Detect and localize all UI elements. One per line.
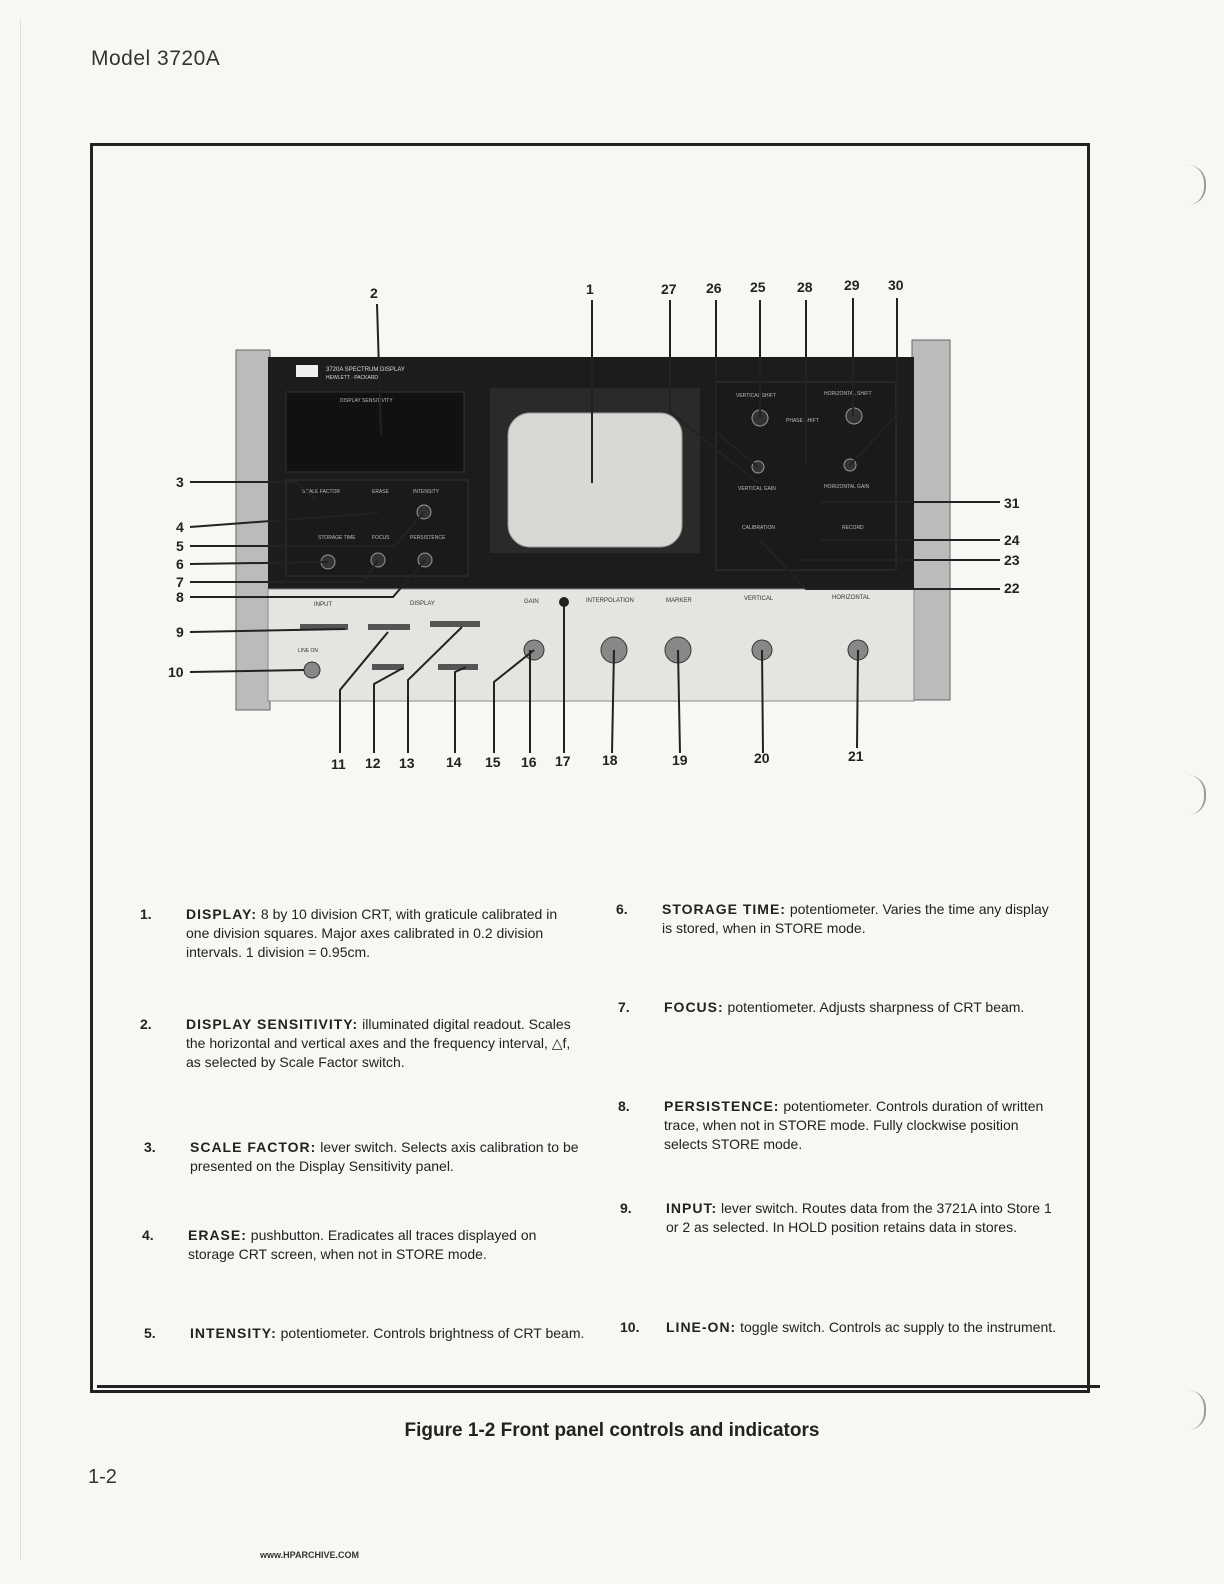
line-on-label: LINE ON <box>298 648 319 654</box>
callout-8: 8 <box>176 589 184 605</box>
erase-label: ERASE <box>372 489 389 495</box>
callout-7: 7 <box>176 574 184 590</box>
right-rail <box>912 340 950 700</box>
marker-section-label: MARKER <box>666 598 692 604</box>
horizontal-gain-label: HORIZONTAL GAIN <box>824 484 870 490</box>
left-rail <box>236 350 270 710</box>
callout-22: 22 <box>1004 580 1020 596</box>
page-number: 1-2 <box>88 1466 117 1488</box>
callout-14: 14 <box>446 754 462 770</box>
item-1: 1. DISPLAY: 8 by 10 division CRT, with graticule calibrated in one division squares. Major axes calibrated in 0.2 division intervals. 1 division = 0.95cm. <box>140 906 558 960</box>
calibration-label: CALIBRATION <box>742 525 775 531</box>
callout-24: 24 <box>1004 532 1020 548</box>
lower-panel <box>268 589 914 701</box>
callout-25: 25 <box>750 279 766 295</box>
storage-time-label: STORAGE TIME <box>318 535 356 541</box>
display-section-label: DISPLAY <box>410 601 435 607</box>
item-3: 3. SCALE FACTOR: lever switch. Selects axis calibration to be presented on the Display Sensitivity panel. <box>144 1139 579 1174</box>
item-5: 5. INTENSITY: potentiometer. Controls brightness of CRT beam. <box>144 1325 585 1341</box>
item-6: 6. STORAGE TIME: potentiometer. Varies the time any display is stored, when in STORE mode. <box>616 901 1049 936</box>
vertical-shift-label: VERTICAL SHIFT <box>736 393 777 399</box>
item-4: 4. ERASE: pushbutton. Eradicates all traces displayed on storage CRT screen, when not in STORE mode. <box>142 1227 537 1262</box>
crt-screen <box>508 413 682 547</box>
callout-17: 17 <box>555 753 571 769</box>
callout-21: 21 <box>848 748 864 764</box>
footer-url: www.HPARCHIVE.COM <box>260 1550 360 1560</box>
record-label: RECORD <box>842 525 864 531</box>
callout-5: 5 <box>176 538 184 554</box>
callout-12: 12 <box>365 755 381 771</box>
figure-frame-bottom-rule <box>97 1385 1100 1388</box>
callout-20: 20 <box>754 750 770 766</box>
horizontal-section-label: HORIZONTAL <box>832 595 871 601</box>
callout-10: 10 <box>168 664 184 680</box>
intensity-label: INTENSITY <box>413 489 440 495</box>
focus-label: FOCUS <box>372 535 390 541</box>
callout-28: 28 <box>797 279 813 295</box>
callout-11: 11 <box>331 756 346 772</box>
item-2: 2. DISPLAY SENSITIVITY: illuminated digital readout. Scales the horizontal and vertical axes and the frequency interval, △f, as selected by Scale Factor switch. <box>140 1016 571 1070</box>
persistence-label: PERSISTENCE <box>410 535 446 541</box>
callout-26: 26 <box>706 280 722 296</box>
callout-16: 16 <box>521 754 537 770</box>
data-lever <box>368 624 410 630</box>
item-9: 9. INPUT: lever switch. Routes data from the 3721A into Store 1 or 2 as selected. In HOLD position retains data in stores. <box>620 1200 1052 1235</box>
line-on-switch <box>304 662 320 678</box>
callout-13: 13 <box>399 755 415 771</box>
hp-logo <box>296 365 318 377</box>
horizontal-shift-label: HORIZONTAL SHIFT <box>824 391 872 397</box>
callout-3: 3 <box>176 474 184 490</box>
scale-factor-label: SCALE FACTOR <box>302 489 340 495</box>
callout-15: 15 <box>485 754 501 770</box>
callout-6: 6 <box>176 556 184 572</box>
callout-19: 19 <box>672 752 688 768</box>
callout-27: 27 <box>661 281 677 297</box>
interpolation-section-label: INTERPOLATION <box>586 598 634 604</box>
brand-label: 3720A SPECTRUM DISPLAY <box>326 367 405 373</box>
callout-18: 18 <box>602 752 618 768</box>
maker-label: HEWLETT · PACKARD <box>326 375 379 381</box>
callout-29: 29 <box>844 277 860 293</box>
callout-30: 30 <box>888 277 904 293</box>
figure-caption: Figure 1-2 Front panel controls and indicators <box>404 1420 820 1441</box>
vertical-section-label: VERTICAL <box>744 596 774 602</box>
callout-9: 9 <box>176 624 184 640</box>
real-complex-lever <box>438 664 478 670</box>
gain-section-label: GAIN <box>524 599 539 605</box>
callout-4: 4 <box>176 519 184 535</box>
display-sensitivity-label: DISPLAY SENSITIVITY <box>340 398 393 404</box>
item-7: 7. FOCUS: potentiometer. Adjusts sharpness of CRT beam. <box>618 999 1025 1015</box>
item-8: 8. PERSISTENCE: potentiometer. Controls duration of written trace, when not in STORE mode. Fully clockwise position selects STORE mode. <box>618 1098 1044 1152</box>
item-10: 10. LINE-ON: toggle switch. Controls ac supply to the instrument. <box>620 1319 1057 1335</box>
vertical-gain-label: VERTICAL GAIN <box>738 486 776 492</box>
callout-31: 31 <box>1004 495 1020 511</box>
phase-shift-label: PHASE SHIFT <box>786 418 819 424</box>
input-section-label: INPUT <box>314 602 332 608</box>
callout-1: 1 <box>586 281 594 297</box>
callout-2: 2 <box>370 285 378 301</box>
callout-23: 23 <box>1004 552 1020 568</box>
model-header: Model 3720A <box>91 47 221 70</box>
display-sensitivity-window <box>286 392 464 472</box>
spectrum-lever <box>430 621 480 627</box>
